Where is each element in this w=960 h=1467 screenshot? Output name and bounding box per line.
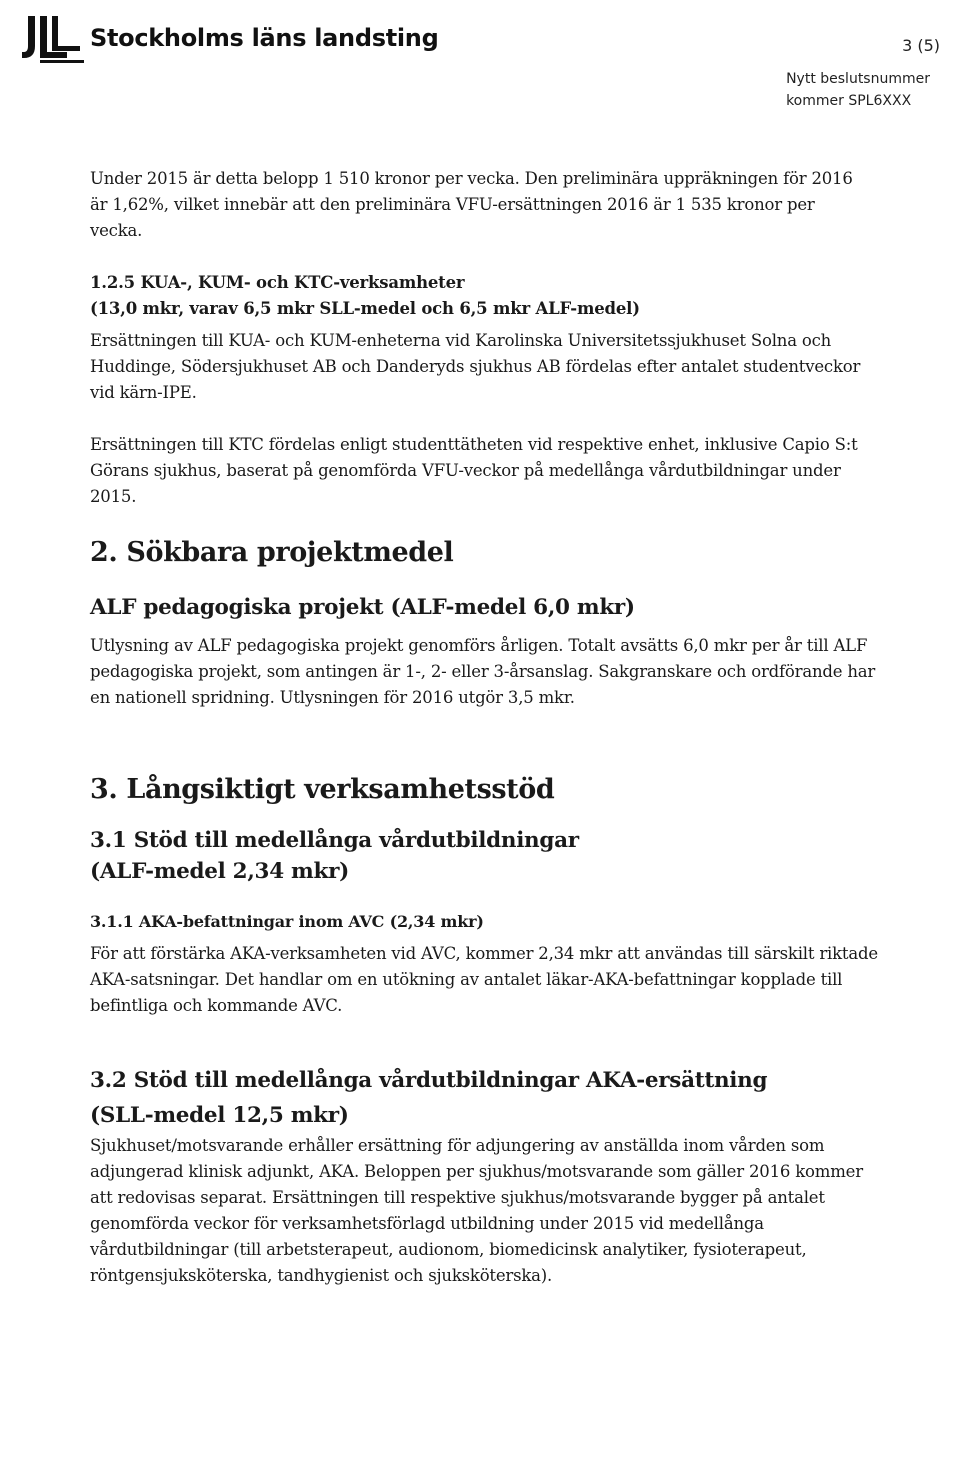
section-3-1-1-heading: 3.1.1 AKA-befattningar inom AVC (2,34 mkr): [90, 912, 484, 931]
section-3-1-1-paragraph: För att förstärka AKA-verksamheten vid AVC, kommer 2,34 mkr att användas till särskilt riktade AKA-satsningar. Det handlar om en utökning av antalet läkar-AKA-befattningar kopplade till befintliga och kommande AVC.: [90, 944, 878, 1015]
section-1-2-5-heading: 1.2.5 KUA-, KUM- och KTC-verksamheter: [90, 273, 465, 292]
section-3-2-funding: (SLL-medel 12,5 mkr): [90, 1103, 349, 1128]
organization-name: Stockholms läns landsting: [90, 24, 439, 52]
section-3-1-funding: (ALF-medel 2,34 mkr): [90, 859, 349, 884]
section-3-2-heading: 3.2 Stöd till medellånga vårdutbildningar AKA-ersättning: [90, 1068, 768, 1093]
section-1-2-5-paragraph-1: Ersättningen till KUA- och KUM-enheterna vid Karolinska Universitetssjukhuset Solna och Huddinge, Södersjukhuset AB och Danderyds sjukhus AB fördelas efter antalet studentveckor vid kärn-IPE.: [90, 331, 861, 402]
section-1-2-5: [90, 270, 880, 510]
decision-number: [786, 68, 930, 112]
section-3-1-heading: 3.1 Stöd till medellånga vårdutbildningar: [90, 828, 579, 853]
section-1-2-5-funding: (13,0 mkr, varav 6,5 mkr SLL-medel och 6,5 mkr ALF-medel): [90, 299, 640, 318]
page-number: 3 (5): [902, 36, 940, 55]
decision-number-value: kommer SPL6XXX: [786, 93, 912, 109]
document-body: [90, 166, 880, 1289]
intro-paragraph: Under 2015 är detta belopp 1 510 kronor per vecka. Den preliminära uppräkningen för 2016 är 1,62%, vilket innebär att den preliminära VFU-ersättningen 2016 är 1 535 kronor per vecka.: [90, 169, 853, 240]
section-2-paragraph: Utlysning av ALF pedagogiska projekt genomförs årligen. Totalt avsätts 6,0 mkr per år till ALF pedagogiska projekt, som antingen är 1-, 2- eller 3-årsanslag. Sakgranskare och ordförande har en nationell spridning. Utlysningen för 2016 utgör 3,5 mkr.: [90, 636, 876, 707]
section-3-heading: 3. Långsiktigt verksamhetsstöd: [90, 774, 555, 805]
sll-logo-icon: [22, 14, 86, 66]
section-2: [90, 536, 880, 711]
section-1-2-5-paragraph-2: Ersättningen till KTC fördelas enligt studenttätheten vid respektive enhet, inklusive Capio S:t Görans sjukhus, baserat på genomförda VFU-veckor på medellånga vårdutbildningar under 2015.: [90, 435, 858, 506]
page-header: [22, 14, 940, 74]
section-3-2-paragraph: Sjukhuset/motsvarande erhåller ersättning för adjungering av anställda inom vården som adjungerad klinisk adjunkt, AKA. Beloppen per sjukhus/motsvarande som gäller 2016 kommer att redovisas separat. Ersättningen till respektive sjukhus/motsvarande bygger på antalet genomförda veckor för verksamhetsförlagd utbildning under 2015 vid medellånga vårdutbildningar (till arbetsterapeut, audionom, biomedicinsk analytiker, fysioterapeut, röntgensjuksköterska, tandhygienist och sjuksköterska).: [90, 1136, 863, 1285]
decision-number-label: Nytt beslutsnummer: [786, 71, 930, 87]
section-2-subheading: ALF pedagogiska projekt (ALF-medel 6,0 mkr): [90, 595, 635, 620]
section-3: [90, 773, 880, 1289]
section-2-heading: 2. Sökbara projektmedel: [90, 537, 454, 568]
